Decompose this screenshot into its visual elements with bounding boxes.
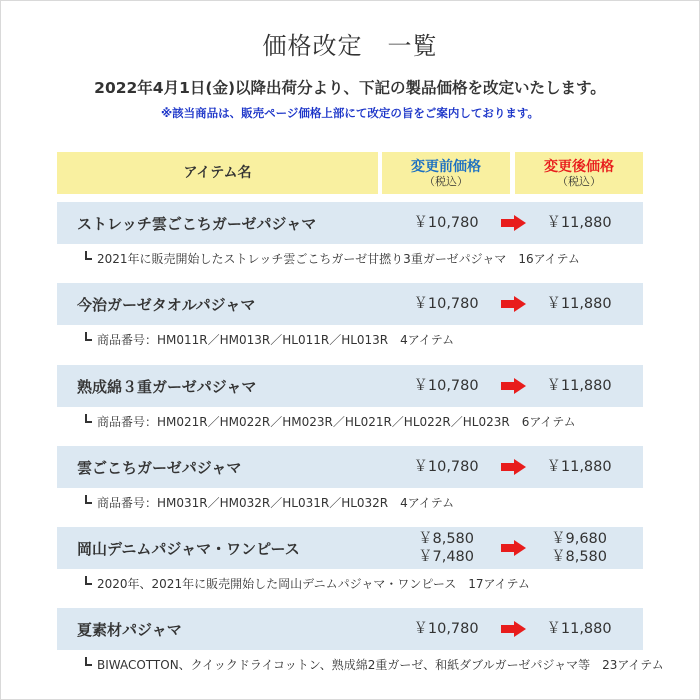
price-row bbox=[57, 527, 643, 569]
corner-mark-icon bbox=[85, 332, 92, 341]
price-before bbox=[382, 283, 510, 325]
item-detail-text: 商品番号：HM021R／HM022R／HM023R／HL021R／HL022R／HL023R 6アイテム bbox=[97, 414, 576, 429]
item-detail bbox=[85, 411, 576, 431]
header-after-tax: （税込） bbox=[557, 174, 601, 188]
corner-mark-icon bbox=[85, 576, 92, 585]
item-detail bbox=[85, 573, 530, 593]
price-before bbox=[382, 365, 510, 407]
price-after bbox=[515, 202, 643, 244]
item-detail-text: 2021年に販売開始したストレッチ雲ごこちガーゼ甘撚り3重ガーゼパジャマ 16アイテム bbox=[97, 251, 580, 266]
price-after bbox=[515, 283, 643, 325]
announcement-text: 2022年4月1日(金)以降出荷分より、下記の製品価格を改定いたします。 bbox=[94, 79, 606, 97]
item-name: ストレッチ雲ごこちガーゼパジャマ bbox=[77, 214, 317, 233]
price-after-value: ￥11,880 bbox=[546, 621, 612, 637]
item-name: 今治ガーゼタオルパジャマ bbox=[77, 295, 256, 314]
price-after bbox=[515, 365, 643, 407]
corner-mark-icon bbox=[85, 414, 92, 423]
item-detail-text: 商品番号：HM011R／HM013R／HL011R／HL013R 4アイテム bbox=[97, 332, 455, 347]
price-before bbox=[382, 202, 510, 244]
item-name: 雲ごこちガーゼパジャマ bbox=[77, 458, 242, 477]
price-after-value: ￥9,680 bbox=[550, 531, 607, 547]
price-after-value: ￥11,880 bbox=[546, 296, 612, 312]
price-row bbox=[57, 202, 643, 244]
header-before-tax: （税込） bbox=[424, 174, 468, 188]
item-detail bbox=[85, 329, 454, 349]
item-detail bbox=[85, 654, 664, 674]
price-before-value: ￥10,780 bbox=[413, 621, 479, 637]
price-before-value: ￥8,580 bbox=[417, 531, 474, 547]
corner-mark-icon bbox=[85, 495, 92, 504]
price-after-value: ￥11,880 bbox=[546, 215, 612, 231]
price-before-value: ￥7,480 bbox=[417, 549, 474, 565]
price-before-value: ￥10,780 bbox=[413, 378, 479, 394]
header-after-label: 変更後価格 bbox=[544, 158, 614, 175]
price-after-value: ￥11,880 bbox=[546, 459, 612, 475]
price-after bbox=[515, 608, 643, 650]
price-row bbox=[57, 365, 643, 407]
corner-mark-icon bbox=[85, 251, 92, 260]
price-row bbox=[57, 283, 643, 325]
item-name: 岡山デニムパジャマ・ワンピース bbox=[77, 539, 300, 558]
price-row bbox=[57, 446, 643, 488]
item-detail-text: 2020年、2021年に販売開始した岡山デニムパジャマ・ワンピース 17アイテム bbox=[97, 576, 530, 591]
header-item-name bbox=[57, 152, 378, 194]
item-name: 熟成綿３重ガーゼパジャマ bbox=[77, 377, 257, 396]
price-after-value: ￥11,880 bbox=[546, 378, 612, 394]
item-detail bbox=[85, 248, 580, 268]
item-detail bbox=[85, 492, 454, 512]
price-before bbox=[382, 527, 510, 569]
header-item-label: アイテム名 bbox=[183, 165, 252, 181]
item-detail-text: BIWACOTTON、クイックドライコットン、熟成綿2重ガーゼ、和紙ダブルガーゼパジャマ等 23アイテム bbox=[97, 657, 664, 672]
price-before-value: ￥10,780 bbox=[413, 459, 479, 475]
item-detail-text: 商品番号：HM031R／HM032R／HL031R／HL032R 4アイテム bbox=[97, 495, 455, 510]
page-title: 価格改定 一覧 bbox=[262, 32, 438, 60]
price-before-value: ￥10,780 bbox=[413, 215, 479, 231]
header-price-before bbox=[382, 152, 510, 194]
price-before-value: ￥10,780 bbox=[413, 296, 479, 312]
price-after-value: ￥8,580 bbox=[550, 549, 607, 565]
corner-mark-icon bbox=[85, 657, 92, 666]
item-name: 夏素材パジャマ bbox=[77, 620, 182, 639]
price-before bbox=[382, 446, 510, 488]
price-before bbox=[382, 608, 510, 650]
header-before-label: 変更前価格 bbox=[411, 158, 481, 175]
price-after bbox=[515, 446, 643, 488]
header-price-after bbox=[515, 152, 643, 194]
price-after bbox=[515, 527, 643, 569]
notice-text: ※該当商品は、販売ページ価格上部にて改定の旨をご案内しております。 bbox=[160, 106, 540, 120]
price-row bbox=[57, 608, 643, 650]
